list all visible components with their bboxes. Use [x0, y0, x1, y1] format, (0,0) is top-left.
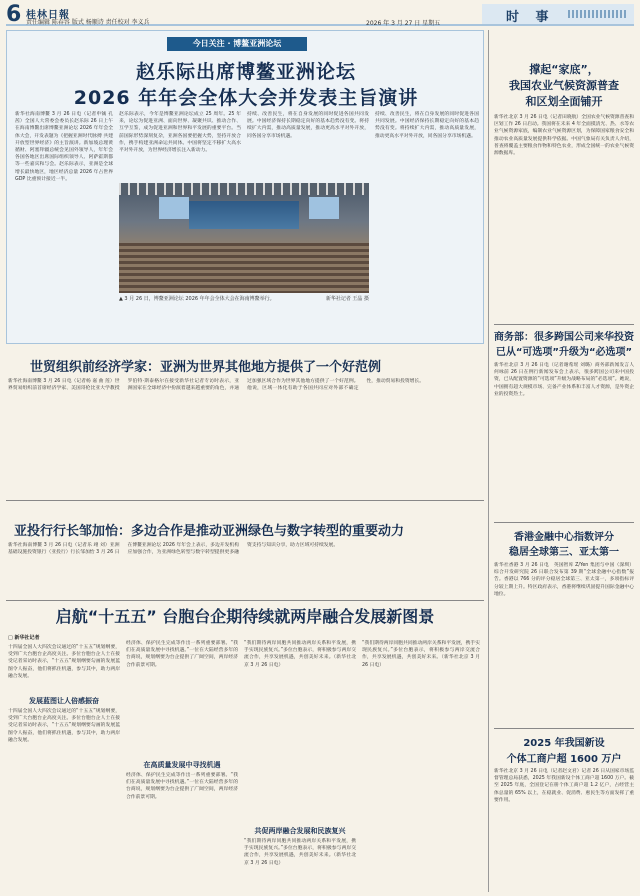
feature-headline-line1: 赵乐际出席博鳌亚洲论坛: [135, 61, 356, 83]
editor-credits: 责任编辑 陈春容 版式 杨顺诗 责任校对 李义兵: [26, 19, 150, 26]
divider: [494, 324, 634, 325]
right-article2-body: 新华社北京 3 月 26 日电（记者谢希瑶 刘璐）商务部新闻发言人何咏前 26 日在例行新闻发布会上表示，很多跨国公司来中国投资，已从配置资源的“可选项”升级为战略布局的“必选项”。她说，中国拥有超大规模市场、完备产业体系和丰富人才资源，是外资企业的投资热土。: [494, 363, 634, 397]
section-tab: [482, 4, 634, 24]
section-name: 时 事: [506, 10, 555, 25]
bottom-headline: 启航“十五五” 台胞台企期待续就两岸融合发展新图景: [55, 607, 435, 626]
right-article3-headline-line2: 稳居全球第三、亚太第一: [509, 547, 619, 558]
right-article4-headline-line2: 个体工商户超 1600 万户: [506, 754, 622, 765]
divider: [6, 500, 484, 501]
topic-banner: 今日关注 · 博鳌亚洲论坛: [167, 37, 307, 51]
article1-body: 新华社海南博鳌 3 月 26 日电（记者杨 嘉 曲 莲）世界贸易组织前首席经济学家、美国哥伦比亚大学教授罗伯特·斯泰格尔在接受新华社记者专访时表示，亚洲国家在全球经济中扮演着越来越重要的角色，并通过加强区域合作为世界其他地方提供了一个好范例。他说，区域一体化有助于各国共同应对外部不确定性，推动贸易和投资增长。: [8, 379, 425, 392]
article2-headline: 亚投行行长邹加怡：多边合作是推动亚洲绿色与数字转型的重要动力: [14, 524, 405, 539]
ceiling-lights: [119, 183, 369, 195]
right-article2-headline-line2: 已从“可选项”升级为“必选项”: [495, 347, 633, 358]
article2-body: 新华社海南博鳌 3 月 26 日电（记者乐 翊 刘）亚洲基础设施投资银行（亚投行）行长邹加怡 3 月 26 日在博鳌亚洲论坛 2026 年年会上表示，多边开发机构应加强合作，为亚洲绿色转型与数字转型提供更多融资支持与知识分享，助力区域可持续发展。: [8, 543, 339, 556]
feature-article: [6, 30, 484, 344]
decorative-stripes: [568, 10, 628, 18]
caption-text: ▲ 3 月 26 日，博鳌亚洲论坛 2026 年年会全体大会在海南博鳌举行。: [119, 296, 275, 302]
right-article2-headline-line1: 商务部：很多跨国公司来华投资: [494, 332, 634, 343]
right-article1-headline-line2: 我国农业气候资源普查: [509, 79, 619, 92]
bottom-body-3: “我们期待两岸同胞共同推动两岸关系和平发展，携手实现民族复兴。”多位台胞表示，将积极参与两岸交流合作，共享发展机遇，共创美好未来。（新华社北京 3 月 26 日电）: [244, 641, 356, 668]
article1-headline: 世贸组织前经济学家：亚洲为世界其他地方提供了一个好范例: [30, 360, 382, 375]
feature-column-1: 新华社海南博鳌 3 月 26 日电（记者申铖 孔茜）全国人大常委会委员长赵乐际 26 日上午在海南博鳌出席博鳌亚洲论坛 2026 年年会全体大会，开发表题为《把握亚洲时代脉搏 共建开放型世界经济》的主旨演讲。新加坡总理黄循财、阿塞拜疆总统会见国外领导人，年年会各国各地区出席国际组织领导人、阿萨霍斯都等一些嘉宾和与会。赵乐际表示，亚洲是全球增长最快地区，地区经济总量 2026 年占世界 GDP 比重预计接近一半。: [15, 112, 113, 182]
stage-backdrop: [189, 201, 299, 229]
bottom-subhead-1: 发展蓝图让人倍感振奋: [29, 697, 99, 705]
right-article1-body: 新华社北京 3 月 26 日电（记者田晓航）全国农业气候资源普查和区划工作 26 日启动。我国将在未来 4 年全面摸清光、热、水等农业气候资源家底，编制农业气候资源区划，为保障国家粮食安全和推动农业高质量发展提供科学依据。中国气象局有关负责人介绍，普查将覆盖主要粮食作物和特色农业，形成全国统一的农业气候资源数据库。: [494, 115, 634, 157]
right-article3-body: 新华社香港 3 月 26 日电 英国智库 Z/Yen 集团与中国（深圳）综合开发研究院 26 日联合发布第 39 期“全球金融中心指数”报告。香港以 766 分的评分稳居全球第三、亚太第一，多项指标评分较上期上升。特区政府表示，香港将继续巩固提升国际金融中心地位。: [494, 563, 634, 597]
issue-date: 2026 年 3 月 27 日 星期五: [366, 20, 441, 27]
audience-rows: [119, 243, 369, 293]
conference-photo: [119, 183, 369, 293]
bottom-subhead-3: 共促两岸融合发展和民族复兴: [254, 827, 346, 835]
feature-column-3a: 持续、改善民生，将在自身发展的同时促进各国共同发展。中国经济保持长期稳定向好的基本趋势没有变。将持续扩大内需，推动高质量发展，推动更高水平对外开放，同各国分享市场机遇。: [247, 112, 369, 139]
bottom-body-2b: 经济体、保护民生完成等作出一系列重要部署。“我们在高质量发展中寻找机遇。”一位在大陆经营多年的台商说，规划纲要为台企提供了广阔空间，两岸经济合作前景可期。: [126, 773, 238, 800]
photo-caption: [119, 296, 369, 303]
right-screen: [309, 197, 339, 219]
divider: [494, 522, 634, 523]
feature-headline-line2: 2026 年年会全体大会并发表主旨演讲: [73, 87, 419, 109]
bottom-body-1b: 十四届全国人大四次会议通过的“十五五”规划纲要，受到广大台胞台企高度关注。多位台胞台企人士在接受记者采访时表示，“十五五”规划纲要勾画的发展蓝图令人振奋，他们将抓住机遇，参与其中，助力两岸融合发展。: [8, 709, 120, 743]
photo-credit: 新华社记者 王晶 摄: [325, 296, 369, 302]
newspaper-brand: 桂林日報: [26, 10, 70, 21]
bottom-subhead-2: 在高质量发展中寻找机遇: [143, 761, 221, 769]
feature-column-2: 赵乐际表示，今年是博鳌亚洲论坛成立 25 周年。25 年来，论坛为促进亚洲、面向世界、凝聚共识、推动合作、互学互鉴，成为促进亚洲和世界和平发展的重要平台。当前国际形势深刻复杂，亚洲各国要把握大势，坚持开放合作，携手构建亚洲命运共同体。中国将坚定不移扩大高水平对外开放，为世界经济增长注入新动力。: [119, 112, 241, 154]
right-article3-headline-line1: 香港金融中心指数评分: [514, 532, 614, 543]
left-screen: [159, 197, 189, 219]
right-article4-headline-line1: 2025 年我国新设: [523, 738, 605, 749]
bottom-body-3b: “我们期待两岸同胞共同推动两岸关系和平发展，携手实现民族复兴。”多位台胞表示，将积极参与两岸交流合作，共享发展机遇，共创美好未来。（新华社北京 3 月 26 日电）: [244, 839, 356, 866]
bottom-body-4: “我们期待两岸同胞共同推动两岸关系和平发展，携手实现民族复兴。”多位台胞表示，将积极参与两岸交流合作，共享发展机遇，共创美好未来。（新华社北京 3 月 26 日电）: [362, 641, 480, 668]
right-article4-body: 新华社北京 3 月 26 日电（记者赵文君）记者 26 日从国家市场监督管理总局获悉，2025 年我国新设个体工商户超 1600 万户。截至 2025 年底，全国登记在册个体工商户超 1.2 亿户，占经营主体总量的 65% 以上，在稳就业、促消费、惠民生等方面发挥了重要作用。: [494, 769, 634, 803]
page-number: 6: [6, 2, 22, 27]
right-article1-headline-line3: 和区划全面铺开: [525, 95, 603, 108]
right-article1-headline-line1: 撑起“家底”，: [529, 63, 599, 76]
bottom-body-1: 十四届全国人大四次会议通过的“十五五”规划纲要，受到广大台胞台企高度关注。多位台胞台企人士在接受记者采访时表示，“十五五”规划纲要勾画的发展蓝图令人振奋，他们将抓住机遇，参与其中，助力两岸融合发展。: [8, 645, 120, 679]
divider: [494, 728, 634, 729]
bottom-body-2: 经济体、保护民生完成等作出一系列重要部署。“我们在高质量发展中寻找机遇。”一位在大陆经营多年的台商说，规划纲要为台企提供了广阔空间，两岸经济合作前景可期。: [126, 641, 238, 668]
feature-column-4: 持续、改善民生，将在自身发展的同时促进各国共同发展。中国经济保持长期稳定向好的基本趋势没有变。将持续扩大内需，推动高质量发展，推动更高水平对外开放，同各国分享市场机遇。: [375, 112, 479, 139]
column-separator: [488, 30, 489, 892]
divider: [6, 600, 484, 601]
bottom-byline: □ 新华社记者: [8, 635, 40, 641]
masthead: [6, 4, 634, 26]
